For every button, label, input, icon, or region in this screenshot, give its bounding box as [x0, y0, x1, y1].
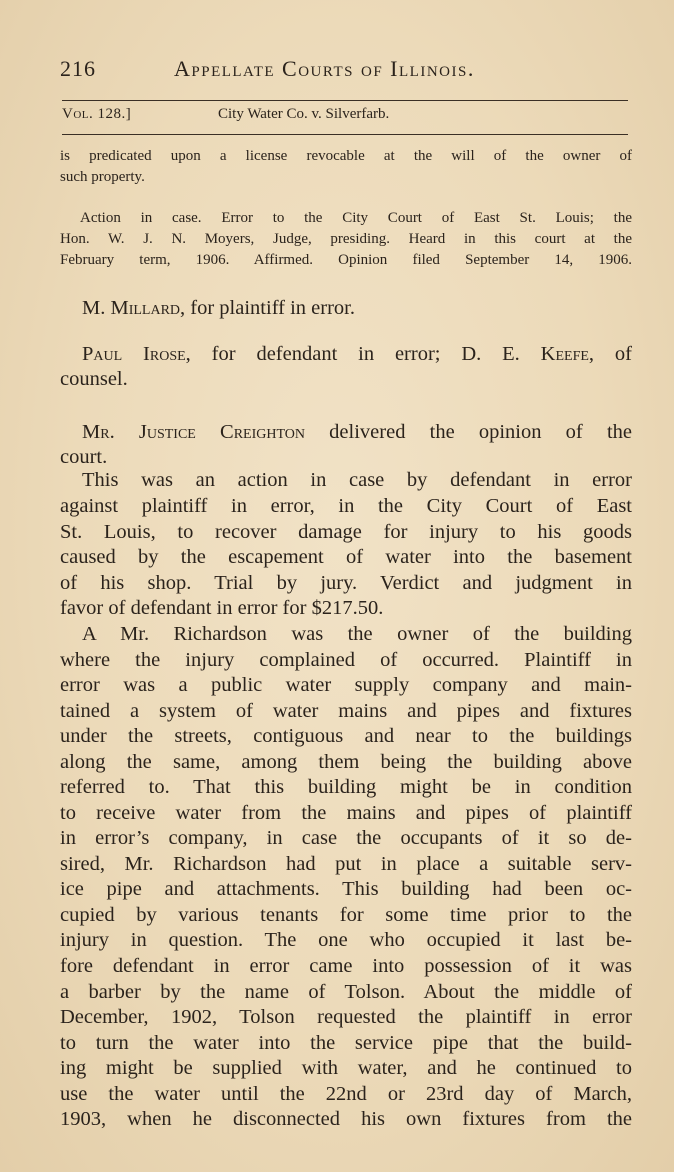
plaintiff-counsel-text: , for plaintiff in error.	[180, 297, 355, 319]
defendant-counsel	[60, 342, 632, 368]
opinion-line: ing might be supplied with water, and he continued to	[60, 1057, 632, 1079]
opinion-line: caused by the escapement of water into the basement	[60, 546, 632, 568]
opinion-intro-line2: court.	[60, 446, 108, 468]
opinion-line: error was a public water supply company and main-	[60, 674, 632, 696]
opinion-line: to receive water from the mains and pipes of plaintiff	[60, 802, 632, 824]
opinion-line: along the same, among them being the building above	[60, 751, 632, 773]
opinion-line: sired, Mr. Richardson had put in place a suitable serv-	[60, 853, 632, 875]
header-rule-top	[62, 100, 628, 101]
header-rule-bottom	[62, 134, 628, 135]
opinion-line: cupied by various tenants for some time prior to the	[60, 904, 632, 926]
headnote-line: such property.	[60, 169, 145, 185]
opinion-line: in error’s company, in case the occupants of it so de-	[60, 827, 632, 849]
opinion-line: favor of defendant in error for $217.50.	[60, 597, 384, 619]
opinion-line: ice pipe and attachments. This building had been oc-	[60, 878, 632, 900]
justice-name: Mr. Justice Creighton	[82, 421, 305, 443]
opinion-line: of his shop. Trial by jury. Verdict and judgment in	[60, 572, 632, 594]
opinion-line: use the water until the 22nd or 23rd day of March,	[60, 1083, 632, 1105]
opinion-intro	[60, 420, 632, 446]
defendant-counsel-name: Paul Irose	[82, 343, 186, 365]
defendant-counsel-second-name: Keefe	[540, 343, 589, 365]
defendant-counsel-text: , for defendant in error; D. E.	[185, 343, 541, 365]
opinion-line: a barber by the name of Tolson. About the middle of	[60, 981, 632, 1003]
opinion-intro-text: delivered the opinion of the	[305, 421, 632, 443]
headnote-line: is predicated upon a license revocable at the will of the owner of	[60, 148, 632, 164]
opinion-line: tained a system of water mains and pipes and fixtures	[60, 700, 632, 722]
opinion-line: December, 1902, Tolson requested the plaintiff in error	[60, 1006, 632, 1028]
case-line	[62, 106, 622, 123]
statement-line: Hon. W. J. N. Moyers, Judge, presiding. Heard in this court at the	[60, 231, 632, 247]
opinion-line: where the injury complained of occurred. Plaintiff in	[60, 649, 632, 671]
volume-label: Vol. 128.]	[62, 106, 132, 122]
plaintiff-counsel	[60, 296, 654, 322]
statement-line: Action in case. Error to the City Court of East St. Louis; the	[80, 210, 632, 226]
opinion-line: against plaintiff in error, in the City Court of East	[60, 495, 632, 517]
case-title: City Water Co. v. Silverfarb.	[218, 106, 390, 122]
opinion-line: This was an action in case by defendant in error	[82, 469, 632, 491]
opinion-line: under the streets, contiguous and near to the buildings	[60, 725, 632, 747]
running-head	[60, 56, 620, 92]
opinion-line: injury in question. The one who occupied it last be-	[60, 929, 632, 951]
opinion-line: St. Louis, to recover damage for injury to his goods	[60, 521, 632, 543]
statement-line: February term, 1906. Affirmed. Opinion filed September 14, 1906.	[60, 252, 632, 268]
journal-title: Appellate Courts of Illinois.	[174, 56, 475, 81]
opinion-line: to turn the water into the service pipe that the build-	[60, 1032, 632, 1054]
defendant-counsel-tail: , of	[588, 343, 632, 365]
opinion-line: referred to. That this building might be in condition	[60, 776, 632, 798]
page-number: 216	[60, 56, 96, 81]
defendant-counsel-line2: counsel.	[60, 368, 128, 390]
opinion-line: fore defendant in error came into possession of it was	[60, 955, 632, 977]
opinion-line: A Mr. Richardson was the owner of the building	[82, 623, 632, 645]
plaintiff-counsel-name: M. Millard	[82, 297, 181, 319]
opinion-line: 1903, when he disconnected his own fixtures from the	[60, 1108, 632, 1130]
